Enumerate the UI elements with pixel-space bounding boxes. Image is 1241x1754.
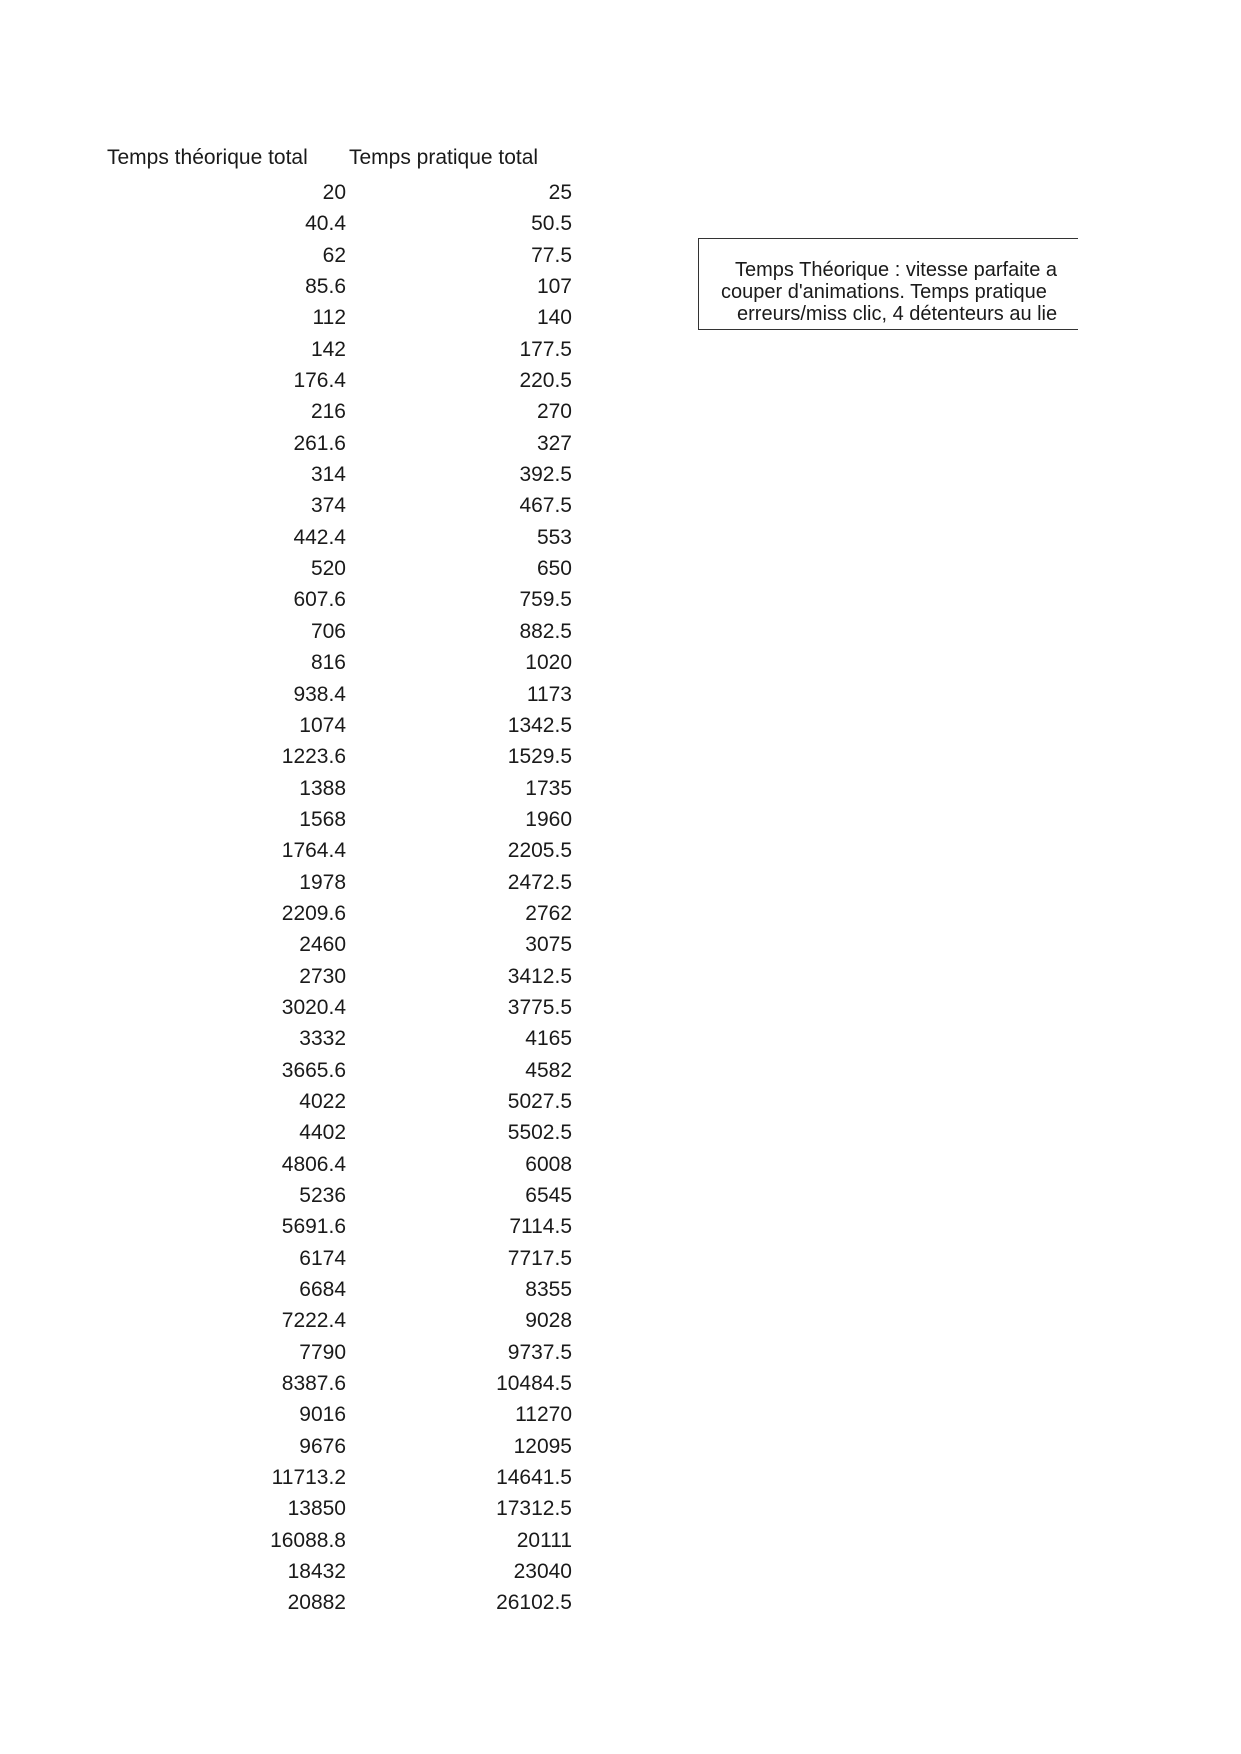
table-row	[0, 302, 580, 333]
cell-theoretical: 20	[322, 181, 346, 204]
note-line-3: erreurs/miss clic, 4 détenteurs au lie	[737, 303, 1058, 325]
table-row	[0, 1525, 580, 1556]
table-row	[0, 741, 580, 772]
cell-practical: 140	[536, 306, 572, 330]
cell-practical: 4582	[525, 1058, 572, 1082]
cell-theoretical: 3665.6	[281, 1058, 346, 1082]
cell-theoretical: 9676	[299, 1434, 346, 1458]
cell-practical: 1960	[525, 807, 572, 831]
table-row	[0, 1023, 580, 1054]
table-row	[0, 647, 580, 678]
table-row	[0, 773, 580, 804]
cell-theoretical: 816	[310, 651, 346, 675]
cell-practical: 3412.5	[507, 964, 572, 988]
table-row	[0, 1243, 580, 1274]
cell-theoretical: 5691.6	[281, 1215, 346, 1239]
cell-theoretical: 5236	[299, 1184, 346, 1207]
table-row	[0, 1274, 580, 1305]
cell-theoretical: 607.6	[293, 588, 346, 612]
cell-theoretical: 13850	[287, 1497, 346, 1521]
cell-practical: 5502.5	[507, 1121, 572, 1145]
table-row	[0, 1305, 580, 1336]
cell-practical: 7717.5	[507, 1246, 572, 1270]
table-row	[0, 1337, 580, 1368]
cell-practical: 3075	[525, 933, 572, 957]
cell-practical: 14641.5	[496, 1466, 572, 1490]
table-row	[0, 961, 580, 992]
table-row	[0, 177, 580, 208]
note-line-2: couper d'animations. Temps pratique	[721, 281, 1047, 303]
cell-theoretical: 4402	[299, 1121, 346, 1145]
cell-practical: 759.5	[519, 588, 572, 612]
cell-theoretical: 1568	[299, 807, 346, 831]
table-row	[0, 867, 580, 898]
table-row	[0, 1556, 580, 1587]
cell-theoretical: 6174	[299, 1246, 346, 1270]
cell-practical: 1342.5	[507, 713, 572, 737]
cell-practical: 17312.5	[496, 1497, 572, 1521]
cell-theoretical: 314	[310, 463, 346, 487]
cell-theoretical: 112	[312, 306, 346, 330]
table-row	[0, 1180, 580, 1211]
cell-theoretical: 2730	[299, 964, 346, 988]
cell-practical: 12095	[513, 1434, 572, 1458]
cell-practical: 77.5	[531, 243, 572, 267]
table-row	[0, 584, 580, 615]
cell-theoretical: 1764.4	[281, 839, 346, 863]
table-row	[0, 898, 580, 929]
cell-practical: 1529.5	[507, 745, 572, 769]
note-line-1: Temps Théorique : vitesse parfaite a	[735, 259, 1058, 281]
cell-theoretical: 3332	[299, 1027, 346, 1051]
cell-practical: 4165	[525, 1027, 572, 1051]
header-theoretical-total: Temps théorique total	[107, 146, 308, 169]
cell-practical: 270	[536, 400, 572, 424]
cell-theoretical: 40.4	[305, 212, 346, 236]
table-row	[0, 365, 580, 396]
table-row	[0, 334, 580, 365]
cell-practical: 3775.5	[507, 995, 572, 1019]
cell-theoretical: 216	[310, 400, 346, 424]
cell-practical: 220.5	[519, 369, 572, 393]
cell-practical: 553	[536, 525, 572, 549]
table-row	[0, 428, 580, 459]
cell-theoretical: 3020.4	[281, 995, 346, 1019]
table-row	[0, 679, 580, 710]
cell-practical: 392.5	[519, 463, 572, 487]
cell-theoretical: 1074	[299, 713, 346, 737]
cell-theoretical: 142	[310, 337, 346, 361]
cell-practical: 6545	[525, 1184, 572, 1207]
cell-practical: 23040	[513, 1560, 572, 1584]
cell-theoretical: 520	[310, 557, 346, 581]
table-row	[0, 1086, 580, 1117]
cell-theoretical: 62	[322, 243, 346, 267]
cell-theoretical: 8387.6	[281, 1372, 346, 1396]
cell-practical: 1735	[525, 776, 572, 800]
cell-practical: 1173	[526, 682, 572, 706]
cell-theoretical: 20882	[287, 1591, 346, 1615]
cell-theoretical: 18432	[287, 1560, 346, 1584]
table-row	[0, 1587, 580, 1618]
table-row	[0, 1431, 580, 1462]
cell-theoretical: 2460	[299, 933, 346, 957]
cell-practical: 9028	[525, 1309, 572, 1333]
table-row	[0, 1493, 580, 1524]
cell-theoretical: 85.6	[305, 275, 346, 299]
note-text-box	[698, 238, 1078, 330]
cell-practical: 2762	[525, 901, 572, 925]
cell-theoretical: 176.4	[293, 369, 346, 393]
cell-practical: 2472.5	[507, 870, 572, 894]
cell-theoretical: 1978	[299, 870, 346, 894]
table-row	[0, 1149, 580, 1180]
cell-practical: 177.5	[519, 337, 572, 361]
cell-theoretical: 2209.6	[281, 901, 346, 925]
cell-practical: 107	[536, 275, 572, 299]
cell-practical: 11270	[515, 1403, 572, 1427]
cell-practical: 20111	[516, 1528, 572, 1552]
table-row	[0, 1368, 580, 1399]
cell-theoretical: 374	[310, 494, 346, 518]
cell-theoretical: 7222.4	[281, 1309, 346, 1333]
table-row	[0, 992, 580, 1023]
table-row	[0, 1055, 580, 1086]
table-row	[0, 1211, 580, 1242]
table-row	[0, 804, 580, 835]
table-row	[0, 929, 580, 960]
cell-theoretical: 11713.2	[271, 1466, 346, 1490]
cell-practical: 7114.5	[509, 1215, 572, 1239]
cell-practical: 50.5	[531, 212, 572, 236]
table-row	[0, 1462, 580, 1493]
data-table	[0, 177, 580, 1619]
cell-theoretical: 261.6	[293, 431, 346, 455]
cell-practical: 10484.5	[496, 1372, 572, 1396]
note-text	[699, 259, 1078, 325]
table-row	[0, 616, 580, 647]
cell-theoretical: 6684	[299, 1278, 346, 1302]
cell-practical: 650	[536, 557, 572, 581]
cell-theoretical: 4022	[299, 1089, 346, 1113]
cell-theoretical: 16088.8	[270, 1528, 346, 1552]
cell-practical: 467.5	[519, 494, 572, 518]
cell-practical: 1020	[525, 651, 572, 675]
table-row	[0, 1399, 580, 1430]
cell-theoretical: 938.4	[293, 682, 346, 706]
table-row	[0, 240, 580, 271]
cell-theoretical: 706	[310, 619, 346, 643]
header-practical-total: Temps pratique total	[349, 146, 539, 169]
table-row	[0, 522, 580, 553]
cell-theoretical: 4806.4	[281, 1152, 346, 1176]
cell-practical: 5027.5	[507, 1089, 572, 1113]
table-row	[0, 835, 580, 866]
cell-theoretical: 7790	[299, 1340, 346, 1364]
cell-practical: 26102.5	[496, 1591, 572, 1615]
table-row	[0, 710, 580, 741]
cell-practical: 8355	[525, 1278, 572, 1302]
cell-practical: 882.5	[519, 619, 572, 643]
table-row	[0, 271, 580, 302]
table-row	[0, 1117, 580, 1148]
cell-theoretical: 1388	[299, 776, 346, 800]
table-row	[0, 459, 580, 490]
cell-theoretical: 9016	[299, 1403, 346, 1427]
cell-theoretical: 442.4	[293, 525, 346, 549]
cell-practical: 2205.5	[507, 839, 572, 863]
table-row	[0, 208, 580, 239]
table-row	[0, 396, 580, 427]
cell-theoretical: 1223.6	[281, 745, 346, 769]
cell-practical: 9737.5	[507, 1340, 572, 1364]
table-row	[0, 553, 580, 584]
cell-practical: 327	[536, 431, 572, 455]
cell-practical: 25	[548, 181, 572, 204]
cell-practical: 6008	[525, 1152, 572, 1176]
table-row	[0, 490, 580, 521]
